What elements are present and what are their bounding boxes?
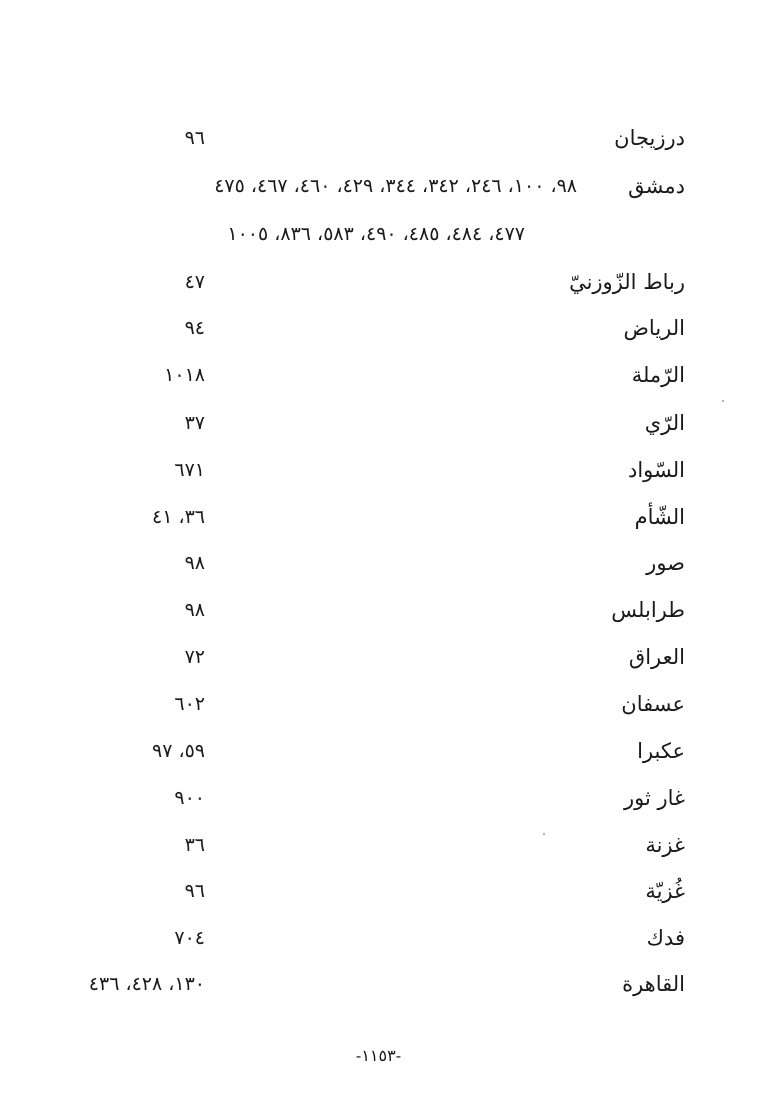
index-entry [0, 918, 757, 958]
page-references: ٦٧١ [174, 459, 205, 481]
place-name: غار ثور [623, 786, 685, 810]
place-name: دمشق [628, 174, 685, 198]
place-name: درزيجان [614, 126, 685, 150]
index-entry [0, 308, 757, 348]
place-name: غزنة [645, 833, 685, 857]
scan-speck [543, 833, 545, 835]
place-name: الشّأم [634, 505, 685, 529]
page-references: ٩٠٠ [174, 787, 205, 809]
place-name: الرياض [623, 316, 685, 340]
place-name: الرّي [644, 411, 685, 435]
place-name: عسفان [621, 692, 685, 716]
page-references: ٩٨، ١٠٠، ٢٤٦، ٣٤٢، ٣٤٤، ٤٢٩، ٤٦٠، ٤٦٧، ٤٧٥ [214, 175, 577, 197]
index-entry [0, 825, 757, 865]
page-references: ٤٧٧، ٤٨٤، ٤٨٥، ٤٩٠، ٥٨٣، ٨٣٦، ١٠٠٥ [227, 223, 525, 245]
page-references: ٩٨ [184, 552, 205, 574]
place-name: عكبرا [637, 739, 685, 763]
index-entry [0, 871, 757, 911]
index-entry [0, 166, 757, 206]
place-name: العراق [628, 645, 685, 669]
page-references: ٥٩، ٩٧ [151, 740, 205, 762]
index-entry [0, 731, 757, 771]
place-name: غُزيّة [645, 879, 685, 903]
page-references: ٧٠٤ [174, 927, 205, 949]
place-name: طرابلس [611, 598, 685, 622]
place-name: الرّملة [631, 363, 685, 387]
scan-speck [722, 400, 724, 402]
page-references: ٩٨ [184, 599, 205, 621]
page-references: ٣٦ [184, 834, 205, 856]
index-entry [0, 590, 757, 630]
index-entry-continuation [0, 214, 757, 254]
index-entry [0, 262, 757, 302]
index-entry [0, 543, 757, 583]
place-name: القاهرة [622, 972, 685, 996]
index-entry [0, 684, 757, 724]
page-references: ٩٤ [184, 317, 205, 339]
index-entry [0, 637, 757, 677]
page-references: ٩٦ [184, 127, 205, 149]
page-references: ٩٦ [184, 880, 205, 902]
index-entry [0, 403, 757, 443]
index-entry [0, 450, 757, 490]
page-references: ٣٧ [184, 412, 205, 434]
page-references: ٣٦، ٤١ [151, 506, 205, 528]
page-references: ٧٢ [184, 646, 205, 668]
index-entry [0, 355, 757, 395]
index-entry [0, 118, 757, 158]
place-name: فدك [646, 926, 685, 950]
page-references: ٦٠٢ [174, 693, 205, 715]
index-entry [0, 497, 757, 537]
page-number: -١١٥٣- [355, 1046, 402, 1065]
page-references: ٤٧ [184, 271, 205, 293]
place-name: رباط الزّوزنيّ [569, 270, 685, 294]
page-references: ١٣٠، ٤٢٨، ٤٣٦ [88, 973, 205, 995]
page-references: ١٠١٨ [164, 364, 205, 386]
place-name: السّواد [627, 458, 685, 482]
index-entry [0, 964, 757, 1004]
place-name: صور [646, 551, 685, 575]
index-entry [0, 778, 757, 818]
